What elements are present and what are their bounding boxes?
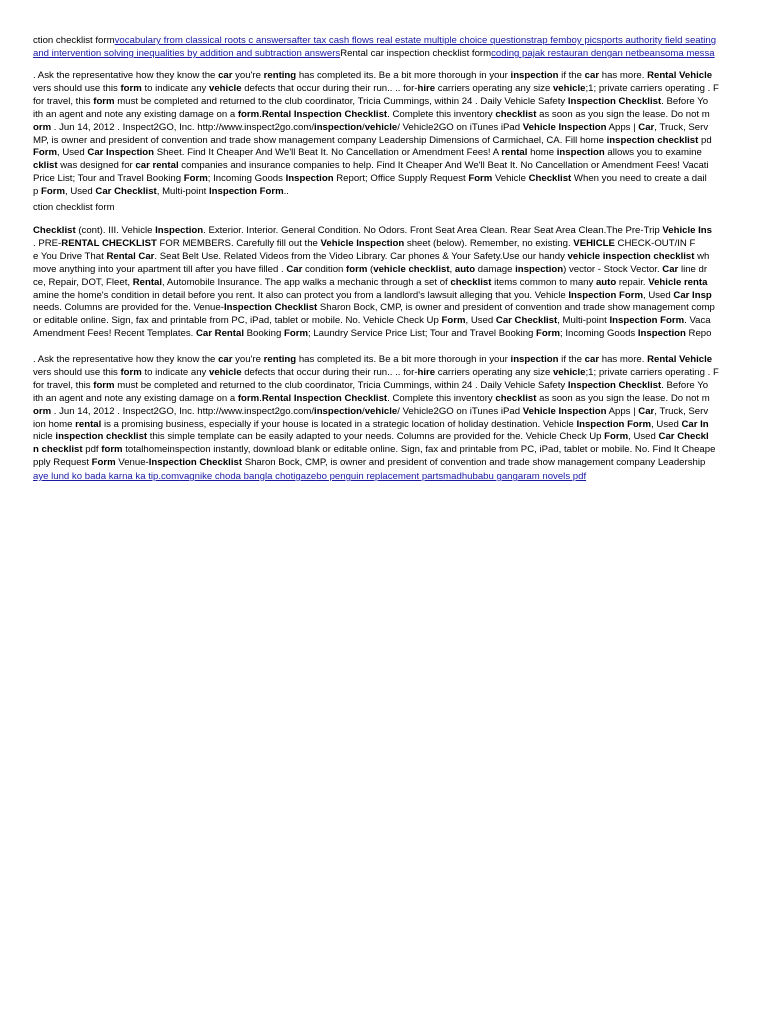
text-fragment: ion home: [33, 418, 76, 430]
text-fragment: ith an agent and note any existing damage on a: [33, 108, 238, 120]
text-fragment: , Used: [651, 418, 682, 430]
text-fragment: .: [259, 108, 262, 120]
text-fragment: . Complete this inventory: [387, 392, 496, 404]
text-fragment: must be completed and returned to the club coordinator, Tricia Cummings, within 24 . Daily Vehicle Safety: [114, 95, 568, 107]
text-line: [33, 237, 732, 250]
keyword-bold: Checklist: [33, 225, 76, 236]
header-link-trap-pics[interactable]: trap femboy pics: [531, 35, 602, 46]
keyword-bold: checklist: [495, 392, 537, 404]
keyword-bold: inspection: [314, 405, 363, 417]
text-fragment: if the: [558, 354, 585, 365]
keyword-bold: Inspection: [637, 328, 686, 340]
text-fragment: carriers operating any size: [435, 366, 553, 378]
text-fragment: , Used: [628, 431, 659, 443]
text-fragment: wh: [694, 250, 710, 262]
text-fragment: carriers operating any size: [435, 82, 553, 94]
text-fragment: you're: [232, 354, 264, 365]
keyword-bold: Form: [33, 147, 57, 159]
keyword-bold: form: [120, 82, 142, 94]
text-line: [33, 327, 732, 340]
text-fragment: ith an agent and note any existing damage on a: [33, 392, 238, 404]
keyword-bold: Inspection Form: [609, 315, 685, 327]
text-line: [33, 456, 732, 469]
text-line: [33, 366, 732, 379]
keyword-bold: Inspection Form: [576, 418, 652, 430]
keyword-bold: Vehicle Inspection: [320, 237, 405, 249]
footer-link-2[interactable]: vagnike choda bangla chotigaze: [179, 471, 317, 482]
text-fragment: ;1; private carriers operating . F: [585, 366, 719, 378]
keyword-bold: Car: [662, 263, 679, 275]
text-line: [33, 134, 732, 147]
text-fragment: Price List; Tour and Travel Booking: [33, 173, 184, 185]
text-fragment: move anything into your apartment till after you have filled .: [33, 263, 287, 275]
text-fragment: home: [527, 147, 557, 159]
text-fragment: condition: [302, 263, 347, 275]
keyword-bold: vehicle: [552, 366, 586, 378]
text-fragment: ce, Repair, DOT, Fleet,: [33, 276, 133, 288]
keyword-bold: Inspection Checklist: [567, 379, 662, 391]
keyword-bold: Vehicle Inspection: [522, 405, 607, 417]
text-fragment: to indicate any: [141, 366, 209, 378]
keyword-bold: VEHICLE: [573, 237, 615, 249]
text-fragment: you're: [232, 70, 264, 81]
keyword-bold: orm: [33, 405, 52, 417]
header-link-coding-pajak[interactable]: coding pajak restauran dengan netbeans: [491, 48, 665, 59]
keyword-bold: vehicle: [209, 366, 242, 378]
text-fragment: / Vehicle2GO on iTunes iPad: [397, 121, 523, 133]
text-fragment: , Multi-point: [557, 315, 610, 327]
text-line: [33, 82, 732, 95]
keyword-bold: Inspection: [155, 225, 204, 236]
text-fragment: to indicate any: [141, 82, 209, 94]
keyword-bold: inspection: [510, 70, 559, 81]
text-fragment: for travel, this: [33, 379, 94, 391]
text-fragment: needs. Columns are provided for the. Venue-: [33, 302, 224, 314]
keyword-bold: Car Checkl: [658, 431, 709, 443]
keyword-bold: Form: [536, 328, 561, 340]
keyword-bold: Inspection Checklist: [567, 95, 662, 107]
keyword-bold: car: [218, 354, 233, 365]
keyword-bold: form: [237, 392, 260, 404]
text-fragment: When you need to create a dail: [571, 173, 707, 185]
header-title-fragment: ction checklist form: [33, 35, 115, 46]
text-fragment: Venue-: [115, 457, 149, 469]
text-fragment: nicle: [33, 431, 56, 443]
keyword-bold: car: [218, 70, 233, 81]
footer-links-line: [33, 470, 732, 483]
keyword-bold: n checklist: [33, 444, 83, 456]
text-fragment: . Complete this inventory: [387, 108, 496, 120]
text-fragment: . Ask the representative how they know the: [33, 354, 219, 365]
keyword-bold: renting: [263, 70, 297, 81]
text-fragment: Vehicle: [492, 173, 529, 185]
keyword-bold: Car: [638, 121, 655, 133]
keyword-bold: inspection checklist: [55, 431, 148, 443]
keyword-bold: Checklist: [528, 173, 572, 185]
text-fragment: was designed for: [57, 160, 136, 172]
keyword-bold: vehicle: [209, 82, 242, 94]
keyword-bold: checklist: [495, 108, 537, 120]
keyword-bold: Form: [441, 315, 466, 327]
text-line: [33, 276, 732, 289]
keyword-bold: Form: [468, 173, 493, 185]
keyword-bold: Rental Car: [106, 250, 155, 262]
keyword-bold: vehicle checklist: [373, 263, 450, 275]
text-fragment: / Vehicle2GO on iTunes iPad: [397, 405, 523, 417]
text-fragment: . Jun 14, 2012 . Inspect2GO, Inc. http://www.inspect2go.com/: [51, 121, 315, 133]
text-line: [33, 405, 732, 418]
text-fragment: . Before Yo: [661, 95, 709, 107]
keyword-bold: car: [584, 354, 600, 365]
text-line: [33, 430, 732, 443]
keyword-bold: vehicle inspection checklist: [567, 250, 695, 262]
text-fragment: (: [367, 263, 374, 275]
text-fragment: Report; Office Supply Request: [333, 173, 469, 185]
text-line: [33, 95, 732, 108]
keyword-bold: Form: [91, 457, 116, 469]
keyword-bold: Rental Vehicle: [647, 70, 713, 81]
text-fragment: . Jun 14, 2012 . Inspect2GO, Inc. http://www.inspect2go.com/: [51, 405, 315, 417]
text-fragment: items common to many: [491, 276, 596, 288]
header-line-1: [33, 34, 732, 47]
text-line: [33, 392, 732, 405]
keyword-bold: hire: [417, 366, 436, 378]
text-line: [33, 172, 732, 185]
text-line: [33, 289, 732, 302]
keyword-bold: car rental: [135, 160, 179, 172]
keyword-bold: Form: [604, 431, 629, 443]
keyword-bold: Form: [183, 173, 208, 185]
text-fragment: , Used: [642, 289, 674, 301]
keyword-bold: Car Inspection: [87, 147, 155, 159]
keyword-bold: orm: [33, 121, 52, 133]
keyword-bold: Vehicle Ins: [662, 225, 713, 236]
text-fragment: as soon as you sign the lease. Do not m: [536, 108, 710, 120]
text-fragment: Sheet. Find It Cheaper And We'll Beat It. No Cancellation or Amendment Fees! A: [154, 147, 502, 159]
text-fragment: . Ask the representative how they know the: [33, 70, 219, 81]
header-link-sports-authority[interactable]: ports authority field seating: [601, 35, 717, 46]
text-fragment: , Used: [465, 315, 496, 327]
keyword-bold: vehicle: [364, 121, 398, 133]
text-fragment: ;1; private carriers operating . F: [585, 82, 719, 94]
text-fragment: has completed its. Be a bit more thorough in your: [296, 70, 511, 81]
keyword-bold: Vehicle Inspection: [522, 121, 607, 133]
keyword-bold: form: [237, 108, 260, 120]
footer-link-3[interactable]: bo penguin replacement parts: [316, 471, 444, 482]
keyword-bold: checklist: [450, 276, 492, 288]
keyword-bold: form: [93, 95, 115, 107]
text-fragment: MP, is owner and president of convention and trade show management company Leadership Dimensions of Carmichael, CA. Fill home: [33, 134, 607, 146]
section-subtitle-text: ction checklist form: [33, 202, 115, 213]
keyword-bold: Rental: [132, 276, 163, 288]
text-line: [33, 418, 732, 431]
text-fragment: Repo: [685, 328, 712, 340]
text-fragment: .: [259, 392, 262, 404]
text-line: [33, 146, 732, 159]
keyword-bold: RENTAL CHECKLIST: [61, 237, 157, 249]
header-link-vocabulary[interactable]: vocabulary from classical roots c answers: [114, 35, 292, 46]
text-fragment: Sharon Bock, CMP, is owner and president of convention and trade show management comp: [317, 302, 715, 314]
text-fragment: ; Laundry Service Price List; Tour and Travel Booking: [307, 328, 537, 340]
footer-link-4[interactable]: madhubabu gangaram novels pdf: [443, 471, 587, 482]
text-fragment: must be completed and returned to the club coordinator, Tricia Cummings, within 24 . Daily Vehicle Safety: [114, 379, 568, 391]
keyword-bold: Car Insp: [673, 289, 712, 301]
text-fragment: /: [362, 121, 365, 133]
text-fragment: ..: [283, 186, 289, 198]
text-fragment: ,: [449, 263, 455, 275]
text-fragment: as soon as you sign the lease. Do not m: [536, 392, 710, 404]
keyword-bold: inspection: [515, 263, 564, 275]
text-fragment: Apps |: [606, 121, 639, 133]
text-line: [33, 379, 732, 392]
keyword-bold: Inspection Checklist: [223, 302, 318, 314]
text-line: [33, 159, 732, 172]
keyword-bold: form: [346, 263, 368, 275]
text-line: [33, 263, 732, 276]
keyword-bold: inspection: [556, 147, 605, 159]
header-link-oma-messa[interactable]: oma messa: [665, 48, 715, 59]
keyword-bold: form: [101, 444, 123, 456]
keyword-bold: Car Checklist: [495, 315, 558, 327]
keyword-bold: form: [93, 379, 115, 391]
text-fragment: or editable online. Sign, fax and printable from PC, iPad, tablet or mobile. No. Vehicle Check Up: [33, 315, 442, 327]
text-line: [33, 353, 732, 366]
text-line: [33, 69, 732, 82]
text-line: [33, 185, 732, 198]
keyword-bold: Rental Inspection Checklist: [261, 108, 388, 120]
text-fragment: , Automobile Insurance. The app walks a mechanic through a set of: [162, 276, 451, 288]
keyword-bold: inspection: [314, 121, 363, 133]
keyword-bold: Car: [638, 405, 655, 417]
keyword-bold: form: [120, 366, 142, 378]
text-fragment: , Multi-point: [156, 186, 209, 198]
header-link-inequalities[interactable]: and intervention solving inequalities by addition and subtraction answers: [33, 48, 341, 59]
text-fragment: amine the home's condition in detail before you rent. It also can protect you from a landlord's lawsuit alleging that you. Vehicle: [33, 289, 569, 301]
keyword-bold: Vehicle renta: [648, 276, 708, 288]
text-fragment: line dr: [678, 263, 708, 275]
text-fragment: , Used: [56, 147, 88, 159]
keyword-bold: auto: [454, 263, 476, 275]
text-fragment: has more.: [599, 70, 648, 81]
text-fragment: (cont). III. Vehicle: [75, 225, 156, 236]
keyword-bold: Form: [284, 328, 308, 340]
keyword-bold: renting: [263, 354, 297, 365]
text-fragment: sheet (below). Remember, no existing.: [404, 237, 574, 249]
keyword-bold: Car Checklist: [95, 186, 157, 198]
text-fragment: vers should use this: [33, 366, 121, 378]
keyword-bold: inspection: [510, 354, 559, 365]
text-fragment: allows you to examine: [604, 147, 702, 159]
keyword-bold: Form: [41, 186, 65, 198]
text-line: [33, 250, 732, 263]
text-fragment: , Truck, Serv: [654, 405, 709, 417]
text-fragment: . Exterior. Interior. General Condition. No Odors. Front Seat Area Clean. Rear Seat Area Clean.The Pre-Trip: [203, 225, 663, 236]
text-fragment: for travel, this: [33, 95, 94, 107]
header-title: Rental car inspection checklist form: [340, 48, 492, 59]
keyword-bold: Inspection: [285, 173, 334, 185]
text-fragment: companies and insurance companies to help. Find It Cheaper And We'll Beat It. No Cancellation or Amendment Fees! Vacati: [178, 160, 709, 172]
text-fragment: if the: [558, 70, 585, 81]
keyword-bold: rental: [501, 147, 528, 159]
text-fragment: . Vaca: [684, 315, 711, 327]
text-line: [33, 443, 732, 456]
text-line: [33, 121, 732, 134]
keyword-bold: vehicle: [552, 82, 586, 94]
text-fragment: Booking: [243, 328, 284, 340]
text-fragment: Amendment Fees! Recent Templates.: [33, 328, 196, 340]
text-line: [33, 108, 732, 121]
keyword-bold: rental: [75, 418, 102, 430]
text-fragment: p: [33, 186, 42, 198]
text-fragment: FOR MEMBERS. Carefully fill out the: [156, 237, 321, 249]
text-fragment: e You Drive That: [33, 250, 107, 262]
text-fragment: ) vector - Stock Vector.: [563, 263, 663, 275]
text-fragment: Apps |: [606, 405, 639, 417]
section-subtitle: [33, 201, 732, 214]
text-line: [33, 314, 732, 327]
text-fragment: CHECK-OUT/IN F: [614, 237, 696, 249]
keyword-bold: car: [584, 70, 600, 81]
text-fragment: . Seat Belt Use. Related Videos from the Video Library. Car phones & Your Safety.Use our handy: [154, 250, 568, 262]
text-fragment: defects that occur during their run.. .. for-: [241, 82, 418, 94]
text-fragment: totalhomeinspection instantly, download blank or editable online. Sign, fax and printable from PC, iPad, tablet or mobile. No. Find It Cheape: [122, 444, 716, 456]
footer-link-1[interactable]: aye lund ko bada karna ka tip.com: [33, 471, 180, 482]
text-fragment: , Used: [65, 186, 96, 198]
keyword-bold: Inspection Form: [209, 186, 284, 198]
text-fragment: /: [362, 405, 365, 417]
text-line: [33, 301, 732, 314]
text-fragment: . PRE-: [33, 237, 62, 249]
text-fragment: vers should use this: [33, 82, 121, 94]
text-fragment: repair.: [616, 276, 649, 288]
text-fragment: , Truck, Serv: [654, 121, 709, 133]
text-line: [33, 224, 732, 237]
text-fragment: Sharon Bock, CMP, is owner and president of convention and trade show management company Leadership: [242, 457, 706, 469]
text-fragment: pply Request: [33, 457, 92, 469]
text-fragment: this simple template can be easily adapted to your needs. Columns are provided for the. Vehicle Check Up: [147, 431, 605, 443]
header-line-2: [33, 47, 732, 60]
text-fragment: damage: [475, 263, 516, 275]
text-fragment: pdf: [82, 444, 102, 456]
keyword-bold: hire: [417, 82, 436, 94]
keyword-bold: auto: [595, 276, 617, 288]
text-fragment: pd: [698, 134, 712, 146]
header-link-tax-cash-flows[interactable]: after tax cash flows real estate multiple choice questions: [291, 35, 532, 46]
text-fragment: has completed its. Be a bit more thorough in your: [296, 354, 511, 365]
text-fragment: defects that occur during their run.. .. for-: [241, 366, 418, 378]
keyword-bold: Inspection Checklist: [148, 457, 243, 469]
keyword-bold: Rental Inspection Checklist: [261, 392, 388, 404]
keyword-bold: vehicle: [364, 405, 398, 417]
text-fragment: . Before Yo: [661, 379, 709, 391]
keyword-bold: cklist: [33, 160, 58, 172]
text-fragment: ; Incoming Goods: [560, 328, 638, 340]
keyword-bold: Rental Vehicle: [647, 354, 713, 365]
keyword-bold: Car Rental: [196, 328, 244, 340]
keyword-bold: Car: [286, 263, 303, 275]
keyword-bold: inspection checklist: [606, 134, 699, 146]
keyword-bold: Inspection Form: [568, 289, 643, 301]
keyword-bold: Car In: [681, 418, 709, 430]
text-fragment: is a promising business, especially if your house is located in a strategic location of holiday destination. Vehicle: [101, 418, 577, 430]
text-fragment: has more.: [599, 354, 648, 365]
text-fragment: ; Incoming Goods: [207, 173, 286, 185]
